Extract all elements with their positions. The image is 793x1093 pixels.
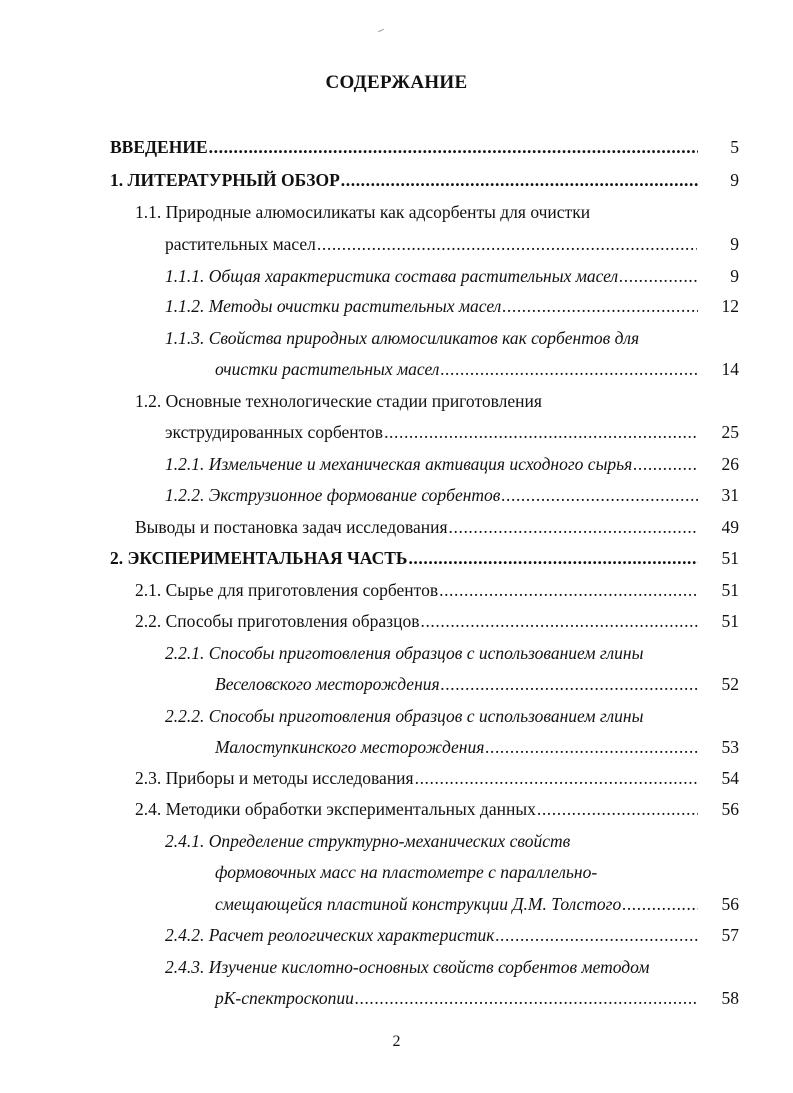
- toc-entry[interactable]: Веселовского месторождения .....: [215, 673, 698, 695]
- toc-entry[interactable]: 1.1.3. Свойства природных алюмосиликатов как сорбентов для: [165, 328, 640, 348]
- toc-entry[interactable]: 2.1. Сырье для приготовления сорбентов .....: [135, 579, 698, 601]
- toc-page: 58: [721, 988, 739, 1008]
- toc-page: 9: [730, 234, 739, 254]
- toc-page: 51: [721, 611, 739, 631]
- toc-entry[interactable]: 1.2.1. Измельчение и механическая активация исходного сырья .....: [165, 453, 698, 475]
- toc-entry[interactable]: Малоступкинского месторождения .....: [215, 736, 698, 758]
- toc-entry[interactable]: 2.4.3. Изучение кислотно-основных свойств сорбентов методом: [165, 957, 650, 977]
- toc-page: 57: [721, 925, 739, 945]
- toc-page: 31: [721, 485, 739, 505]
- toc-entry[interactable]: формовочных масс на пластометре с параллельно-: [215, 862, 598, 882]
- toc-entry[interactable]: экструдированных сорбентов .....: [165, 421, 698, 443]
- toc-page: 51: [721, 580, 739, 600]
- toc-entry[interactable]: 1.2.2. Экструзионное формование сорбентов .....: [165, 484, 698, 506]
- toc-page: 54: [721, 768, 739, 788]
- toc-page: 51: [721, 548, 739, 568]
- toc-entry[interactable]: 2.2.2. Способы приготовления образцов с использованием глины: [165, 706, 644, 726]
- toc-entry[interactable]: 1.1.1. Общая характеристика состава растительных масел .....: [165, 265, 698, 287]
- scan-mark: [378, 29, 384, 32]
- toc-page: 9: [730, 266, 739, 286]
- toc-page: 26: [721, 454, 739, 474]
- toc-entry[interactable]: 2.2.1. Способы приготовления образцов с использованием глины: [165, 643, 644, 663]
- page-number: 2: [392, 1033, 401, 1050]
- toc-entry[interactable]: Выводы и постановка задач исследования .....: [135, 516, 698, 538]
- toc-entry[interactable]: 2.4. Методики обработки экспериментальных данных .....: [135, 798, 698, 820]
- toc-entry[interactable]: 1.1. Природные алюмосиликаты как адсорбенты для очистки: [135, 202, 591, 222]
- toc-entry[interactable]: очистки растительных масел .....: [215, 358, 698, 380]
- toc-entry[interactable]: растительных масел .....: [165, 233, 697, 255]
- toc-page: 9: [730, 170, 739, 190]
- toc-entry[interactable]: 1. ЛИТЕРАТУРНЫЙ ОБЗОР .....: [110, 169, 698, 191]
- toc-entry[interactable]: 1.1.2. Методы очистки растительных масел .....: [165, 295, 698, 317]
- toc-page: 53: [721, 737, 739, 757]
- toc-entry[interactable]: 2.4.1. Определение структурно-механических свойств: [165, 831, 571, 851]
- toc-page: 14: [721, 359, 739, 379]
- toc-entry[interactable]: 2.3. Приборы и методы исследования .....: [135, 767, 698, 789]
- toc-page: 56: [721, 894, 739, 914]
- toc-entry[interactable]: рК-спектроскопии .....: [215, 987, 698, 1009]
- toc-entry[interactable]: 1.2. Основные технологические стадии приготовления: [135, 391, 542, 411]
- toc-entry[interactable]: смещающейся пластиной конструкции Д.М. Толстого .....: [215, 893, 698, 915]
- toc-entry[interactable]: 2.2. Способы приготовления образцов .....: [135, 610, 698, 632]
- toc-page: 12: [721, 296, 739, 316]
- toc-page: 5: [730, 137, 739, 157]
- toc-title: СОДЕРЖАНИЕ: [325, 72, 468, 93]
- toc-entry[interactable]: ВВЕДЕНИЕ .....: [110, 136, 698, 158]
- toc-entry[interactable]: 2. ЭКСПЕРИМЕНТАЛЬНАЯ ЧАСТЬ .....: [110, 547, 698, 569]
- toc-page: 52: [721, 674, 739, 694]
- toc-page: 25: [721, 422, 739, 442]
- toc-page: 49: [721, 517, 739, 537]
- toc-page: 56: [721, 799, 739, 819]
- toc-entry[interactable]: 2.4.2. Расчет реологических характеристик .....: [165, 924, 698, 946]
